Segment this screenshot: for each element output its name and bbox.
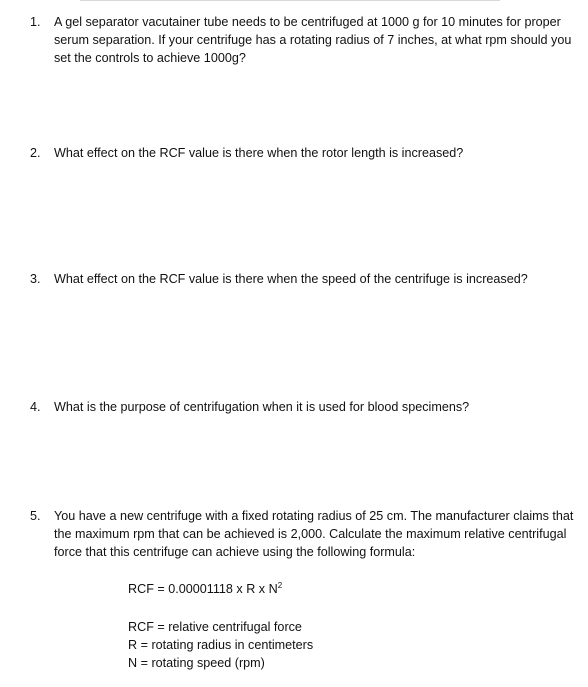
definition-r: R = rotating radius in centimeters: [128, 638, 314, 652]
question-number: 2.: [30, 146, 41, 160]
definition-n: N = rotating speed (rpm): [128, 656, 265, 670]
question-text: What is the purpose of centrifugation when it is used for blood specimens?: [54, 400, 470, 414]
formula-main: RCF = 0.00001118 x R x N: [128, 582, 278, 596]
formula-definitions: [128, 618, 313, 672]
question-5: [30, 507, 576, 561]
question-3: [30, 270, 576, 288]
question-text: What effect on the RCF value is there when the speed of the centrifuge is increased?: [54, 272, 528, 286]
top-rule: [80, 0, 500, 1]
question-number: 5.: [30, 509, 41, 523]
question-number: 4.: [30, 400, 41, 414]
question-text: You have a new centrifuge with a fixed rotating radius of 25 cm. The manufacturer claims that the maximum rpm that can be achieved is 2,000. Calculate the maximum relative centrifugal force that this centrifuge can achieve using the following formula:: [54, 509, 574, 559]
question-1: [30, 13, 576, 67]
question-4: [30, 398, 576, 416]
formula-exponent: 2: [277, 580, 283, 590]
question-text: What effect on the RCF value is there when the rotor length is increased?: [54, 146, 464, 160]
question-number: 3.: [30, 272, 41, 286]
question-2: [30, 144, 576, 162]
definition-rcf: RCF = relative centrifugal force: [128, 620, 302, 634]
rcf-formula: [128, 580, 282, 598]
question-text: A gel separator vacutainer tube needs to be centrifuged at 1000 g for 10 minutes for proper serum separation. If your centrifuge has a rotating radius of 7 inches, at what rpm should you set the controls to achieve 1000g?: [54, 15, 572, 65]
question-number: 1.: [30, 15, 41, 29]
